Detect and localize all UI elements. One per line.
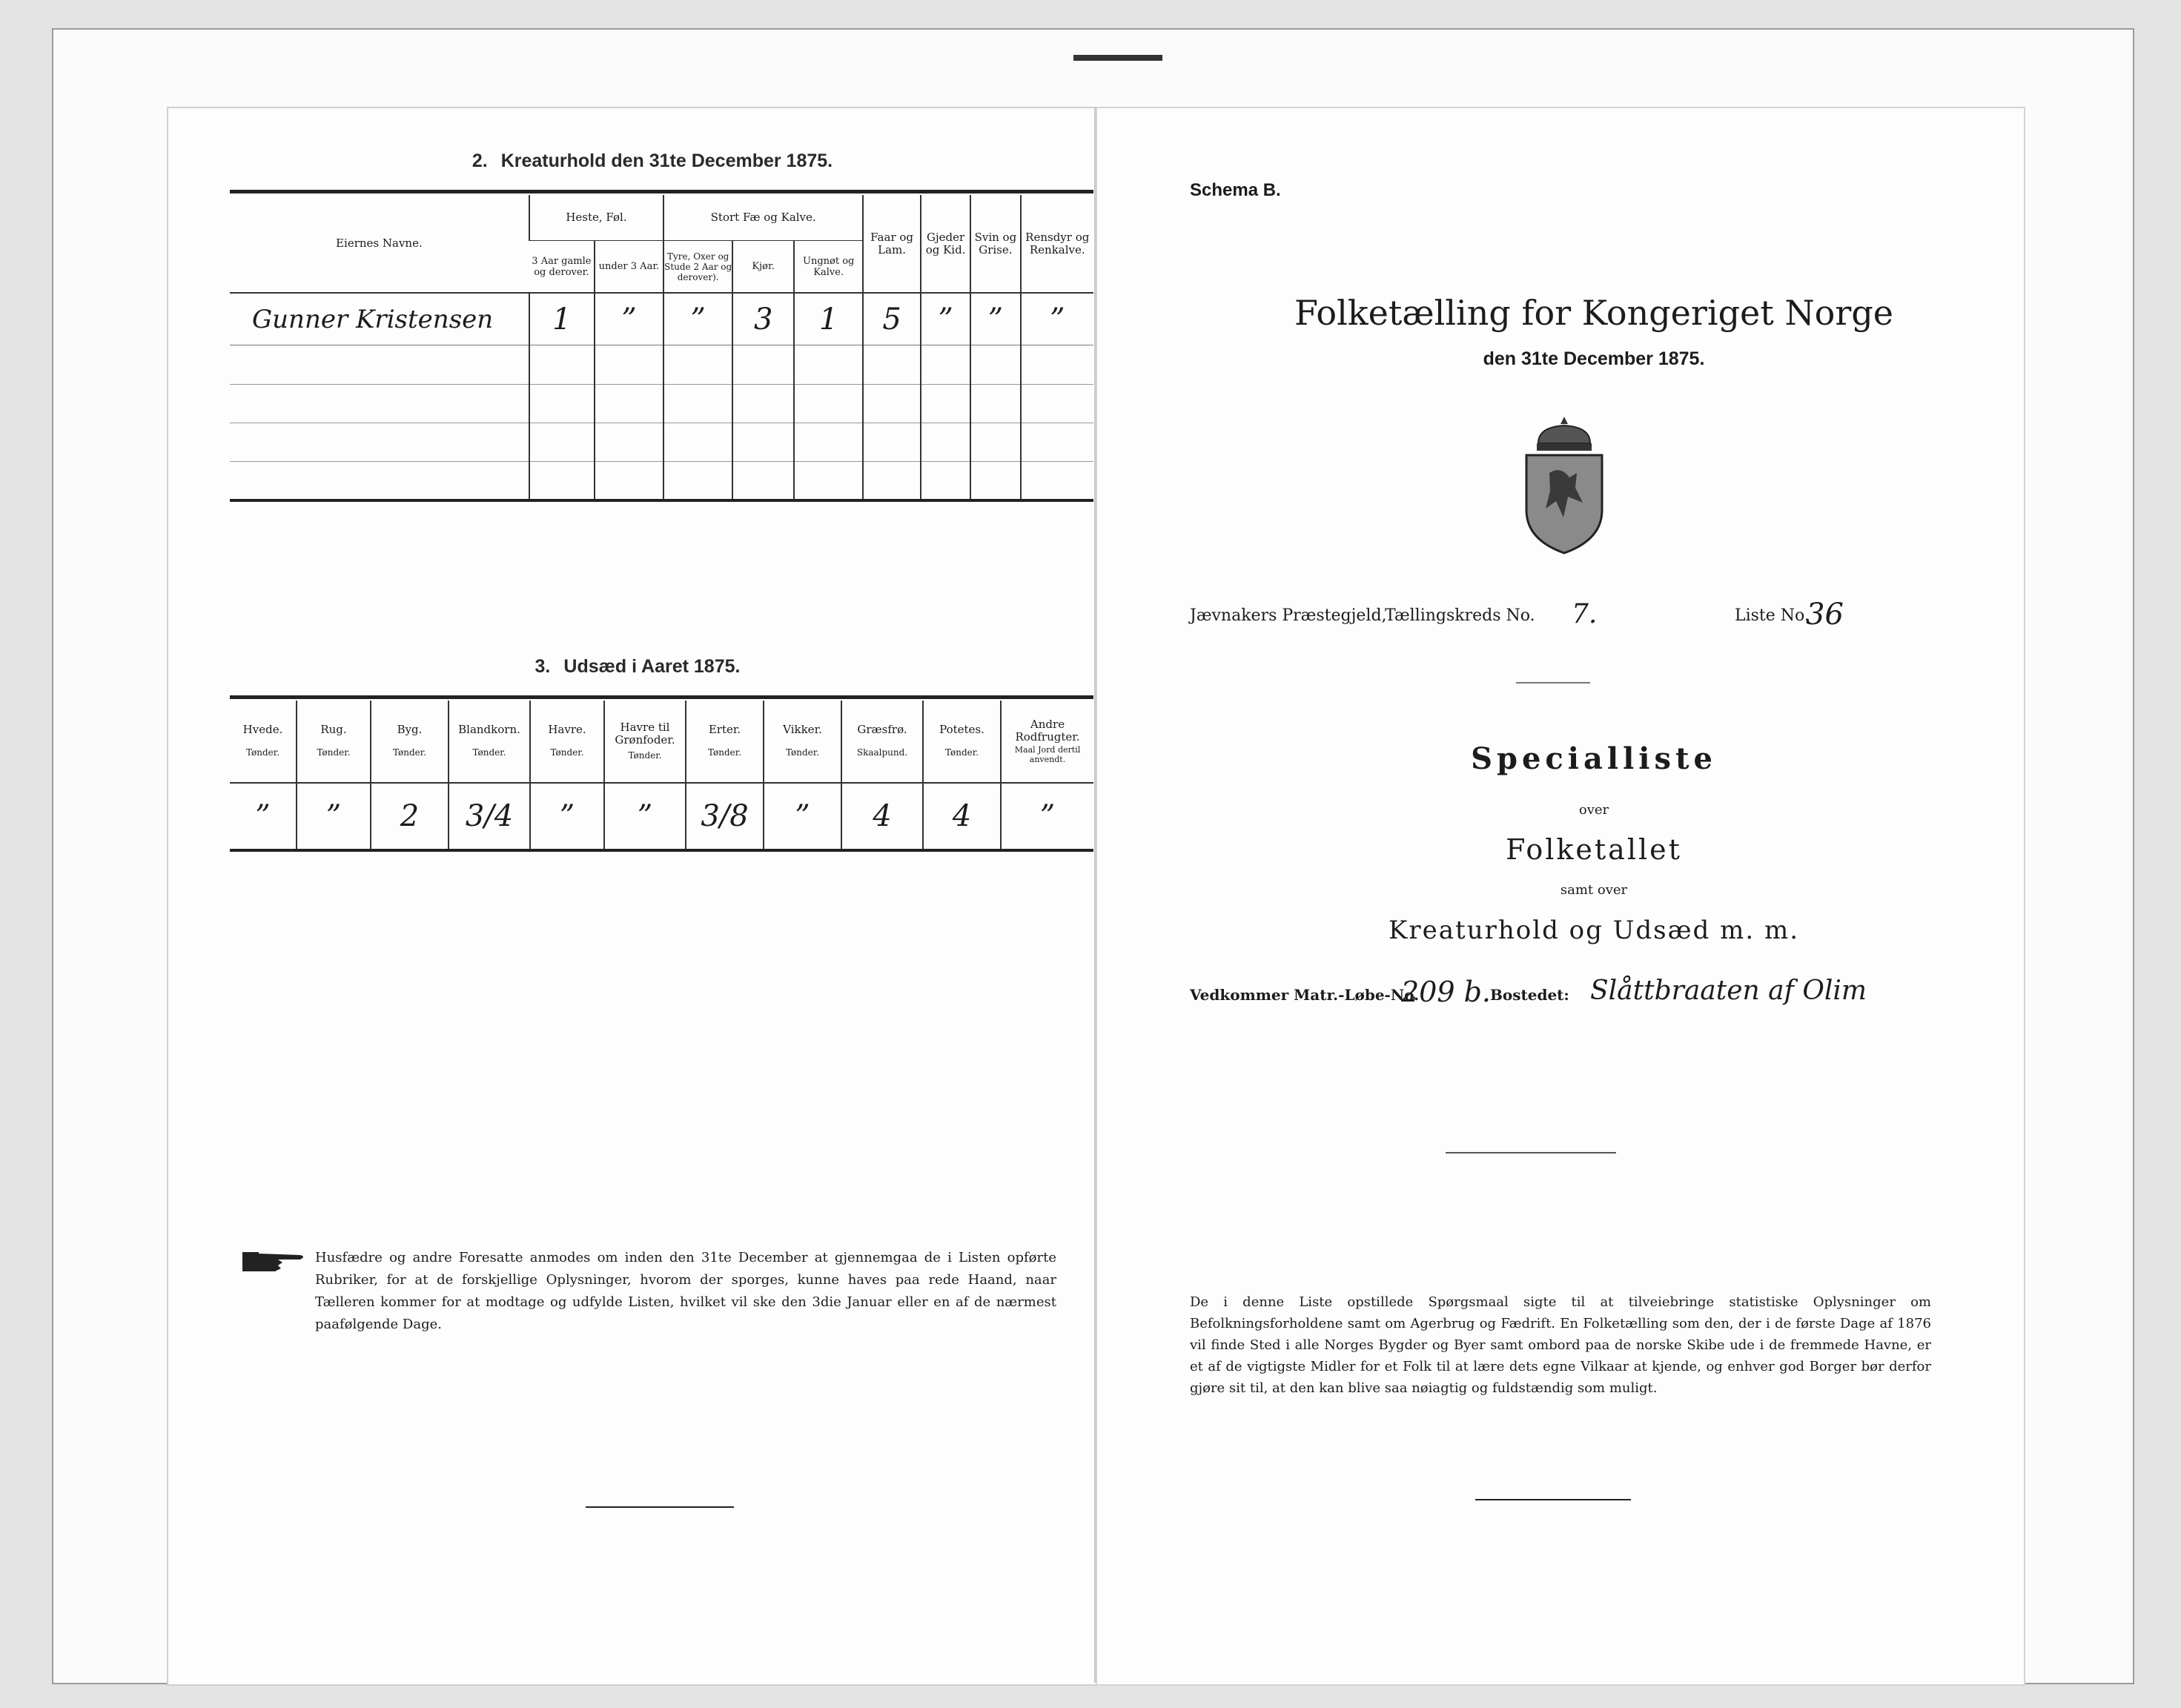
cell-other-roots: ” xyxy=(1001,783,1093,849)
schema-label: Schema B. xyxy=(1190,180,1281,200)
cell-wheat: ” xyxy=(255,799,271,834)
sheep-header: Faar og Lam. xyxy=(863,195,921,293)
cattle-group-header: Stort Fæ og Kalve. xyxy=(663,195,863,241)
owner-header: Eiernes Navne. xyxy=(230,195,529,293)
parish-label: Jævnakers Præstegjeld, xyxy=(1190,606,1387,625)
district-label: Tællingskreds No. xyxy=(1385,606,1535,625)
cell-cows: 3 xyxy=(732,293,794,345)
livestock-table xyxy=(230,195,1093,499)
barley-header: Byg. Tønder. xyxy=(371,701,449,783)
cell-grass-seed: 4 xyxy=(841,783,923,849)
notice-text: Husfædre og andre Foresatte anmodes om inden den 31te December at gjennemgaa de i Listen opførte Rubriker, for at de forskjellige Oplysninger, hvorom der sporges, kunne haves paa rede Haand, naar Tælleren kommer for at modtage og udfylde Listen, hvilket vil ske den 3die Januar eller en af de nærmest paafølgende Dage. xyxy=(315,1250,1056,1332)
table3-top-rule xyxy=(230,695,1093,699)
also-over-text: samt over xyxy=(1560,882,1628,898)
divider-rule-2 xyxy=(1446,1152,1616,1153)
owner-name: Gunner Kristensen xyxy=(252,304,494,334)
cell-rye: ” xyxy=(297,783,371,849)
list-label: Liste No. xyxy=(1735,606,1810,625)
cell-reindeer: ” xyxy=(1021,293,1093,345)
goats-header: Gjeder og Kid. xyxy=(921,195,970,293)
section3-title xyxy=(489,656,786,678)
bulls-header: Tyre, Oxer og Stude 2 Aar og derover). xyxy=(663,241,732,294)
oats-header: Havre. Tønder. xyxy=(530,701,604,783)
cell-young-cattle: 1 xyxy=(794,293,863,345)
cell-bulls: ” xyxy=(663,293,732,345)
oats-green-fodder-header: Havre til Grønfoder. Tønder. xyxy=(604,701,686,783)
wheat-header: Hvede. Tønder. xyxy=(242,723,283,758)
cell-vetch: ” xyxy=(764,783,841,849)
binding-mark xyxy=(1073,55,1162,61)
section2-title xyxy=(445,150,860,172)
matr-label: Vedkommer Matr.-Løbe-No. xyxy=(1190,986,1420,1004)
coat-of-arms-icon xyxy=(1516,414,1612,556)
pigs-header: Svin og Grise. xyxy=(970,195,1020,293)
cell-oats-green-fodder: ” xyxy=(604,783,686,849)
livestock-heading: Kreaturhold og Udsæd m. m. xyxy=(1388,916,1799,945)
table-row xyxy=(230,293,1093,345)
grass-seed-header: Græsfrø. Skaalpund. xyxy=(841,701,923,783)
cell-goats: ” xyxy=(921,293,970,345)
cell-oats: ” xyxy=(530,783,604,849)
cell-barley: 2 xyxy=(371,783,449,849)
table-row xyxy=(230,345,1093,384)
cell-mixed-grain: 3/4 xyxy=(449,783,530,849)
vetch-header: Vikker. Tønder. xyxy=(764,701,841,783)
cell-peas: 3/8 xyxy=(686,783,764,849)
cows-header: Kjør. xyxy=(732,241,794,294)
potatoes-header: Potetes. Tønder. xyxy=(923,701,1001,783)
section3-number: 3. xyxy=(535,656,551,677)
reindeer-header: Rensdyr og Renkalve. xyxy=(1021,195,1093,293)
peas-header: Erter. Tønder. xyxy=(686,701,764,783)
census-date: den 31te December 1875. xyxy=(1483,348,1705,369)
section2-title-text: Kreaturhold den 31te December 1875. xyxy=(500,150,833,171)
closing-rule xyxy=(1475,1499,1631,1500)
cell-pigs: ” xyxy=(970,293,1020,345)
other-roots-header: Andre Rodfrugter. Maal Jord dertil anvendt. xyxy=(1001,701,1093,783)
cell-sheep: 5 xyxy=(863,293,921,345)
table3-bottom-rule xyxy=(230,849,1093,852)
table-row xyxy=(230,462,1093,499)
horses-group-header: Heste, Føl. xyxy=(529,195,663,241)
rye-header: Rug. Tønder. xyxy=(297,701,371,783)
mixed-grain-header: Blandkorn. Tønder. xyxy=(449,701,530,783)
divider-rule xyxy=(1516,682,1590,683)
section3-title-text: Udsæd i Aaret 1875. xyxy=(563,656,741,677)
table2-bottom-rule xyxy=(230,499,1093,502)
table-row xyxy=(230,423,1093,461)
pointing-hand-icon xyxy=(241,1248,308,1274)
residence-value: Slåttbraaten af Olim xyxy=(1590,976,1867,1006)
cell-horses-under3: ” xyxy=(595,293,663,345)
over-text: over xyxy=(1578,802,1609,818)
horses-under3-header: under 3 Aar. xyxy=(595,241,663,294)
section2-number: 2. xyxy=(471,150,488,171)
special-list-heading: Specialliste xyxy=(1471,741,1717,776)
residence-label: Bostedet: xyxy=(1490,986,1569,1004)
notice-rule xyxy=(586,1506,734,1508)
table2-top-rule xyxy=(230,190,1093,193)
table-row xyxy=(230,783,1093,849)
matr-number: 209 b. xyxy=(1401,976,1492,1008)
cell-horses-3yr: 1 xyxy=(529,293,595,345)
census-title: Folketælling for Kongeriget Norge xyxy=(1294,293,1893,333)
population-heading: Folketallet xyxy=(1506,833,1682,866)
young-cattle-header: Ungnøt og Kalve. xyxy=(794,241,863,294)
table-row xyxy=(230,384,1093,423)
cell-potatoes: 4 xyxy=(923,783,1001,849)
seed-table xyxy=(230,701,1093,849)
list-number: 36 xyxy=(1806,598,1844,632)
horses-3yr-header: 3 Aar gamle og derover. xyxy=(529,241,595,294)
district-number: 7. xyxy=(1572,599,1598,629)
instructions-paragraph: De i denne Liste opstillede Spørgsmaal sigte til at tilveiebringe statistiske Oplysninger om Befolkningsforholdene samt om Agerbrug og Fædrift. En Folketælling som den, der i de første Dage af 1876 vil finde Sted i alle Norges Bygder og Byer samt ombord paa de norske Skibe ude i de fremmede Havne, er et af de vigtigste Midler for et Folk til at lære dets egne Vilkaar at kjende, og enhver god Borger bør derfor gjøre sit til, at den kan blive saa nøiagtig og fuldstændig som muligt. xyxy=(1190,1294,1931,1396)
